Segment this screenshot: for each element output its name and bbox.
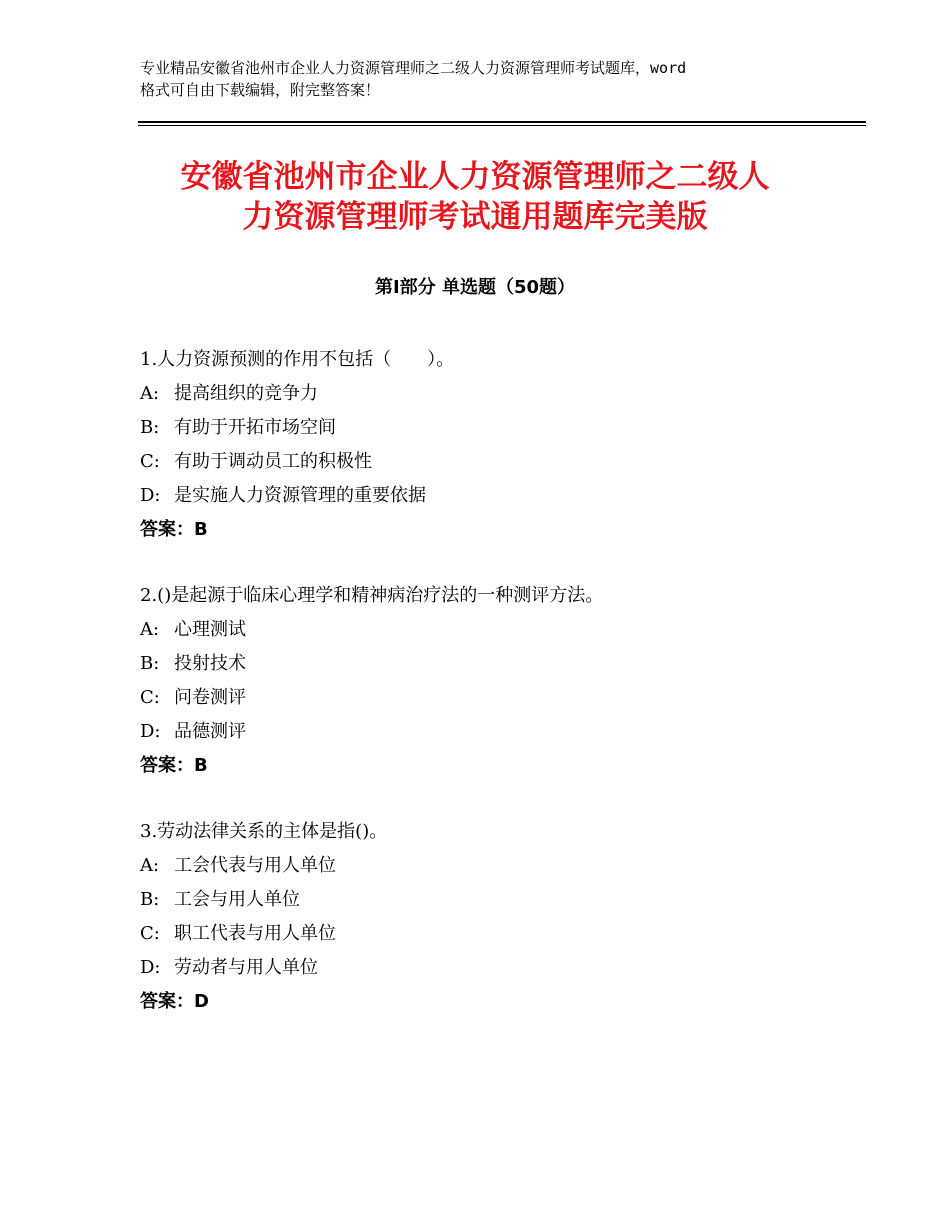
option-text: 投射技术 — [174, 653, 246, 674]
option-letter: A: — [140, 619, 160, 640]
option-a — [140, 613, 860, 647]
option-letter: C: — [140, 451, 160, 472]
header-note-line-1: 专业精品安徽省池州市企业人力资源管理师之二级人力资源管理师考试题库，word — [140, 59, 687, 77]
option-letter: B: — [140, 653, 160, 674]
option-b — [140, 647, 860, 681]
option-text: 问卷测评 — [174, 687, 246, 708]
question-1 — [140, 343, 860, 547]
header-note-line-2: 格式可自由下载编辑，附完整答案！ — [140, 81, 381, 99]
option-text: 劳动者与用人单位 — [174, 957, 318, 978]
question-2 — [140, 579, 860, 783]
option-c — [140, 681, 860, 715]
option-d — [140, 951, 860, 985]
question-stem: 1.人力资源预测的作用不包括（ ）。 — [140, 349, 455, 370]
answer-label: 答案：D — [140, 991, 209, 1012]
question-list — [140, 343, 860, 1051]
question-stem: 3.劳动法律关系的主体是指()。 — [140, 821, 388, 842]
answer-label: 答案：B — [140, 755, 208, 776]
option-text: 有助于开拓市场空间 — [174, 417, 336, 438]
option-text: 工会与用人单位 — [174, 889, 300, 910]
option-text: 提高组织的竞争力 — [174, 383, 318, 404]
question-3 — [140, 815, 860, 1019]
option-letter: D: — [140, 721, 161, 742]
option-text: 品德测评 — [174, 721, 246, 742]
option-c — [140, 917, 860, 951]
document-title-line-1: 安徽省池州市企业人力资源管理师之二级人 — [180, 159, 770, 195]
option-a — [140, 849, 860, 883]
option-text: 是实施人力资源管理的重要依据 — [174, 485, 426, 506]
document-title — [130, 157, 820, 237]
option-text: 职工代表与用人单位 — [174, 923, 336, 944]
option-letter: B: — [140, 417, 160, 438]
question-stem: 2.()是起源于临床心理学和精神病治疗法的一种测评方法。 — [140, 585, 604, 606]
option-a — [140, 377, 860, 411]
option-text: 有助于调动员工的积极性 — [174, 451, 372, 472]
option-d — [140, 479, 860, 513]
option-letter: D: — [140, 485, 161, 506]
section-heading: 第Ⅰ部分 单选题（50题） — [374, 277, 575, 298]
answer-label: 答案：B — [140, 519, 208, 540]
option-letter: D: — [140, 957, 161, 978]
document-title-line-2: 力资源管理师考试通用题库完美版 — [242, 199, 708, 235]
option-letter: C: — [140, 923, 160, 944]
option-b — [140, 411, 860, 445]
option-letter: A: — [140, 855, 160, 876]
option-letter: B: — [140, 889, 160, 910]
header-divider-thick — [138, 121, 866, 123]
option-letter: A: — [140, 383, 160, 404]
option-d — [140, 715, 860, 749]
option-text: 心理测试 — [174, 619, 246, 640]
option-letter: C: — [140, 687, 160, 708]
header-note — [140, 57, 840, 101]
option-c — [140, 445, 860, 479]
option-text: 工会代表与用人单位 — [174, 855, 336, 876]
header-divider-thin — [138, 125, 866, 126]
option-b — [140, 883, 860, 917]
